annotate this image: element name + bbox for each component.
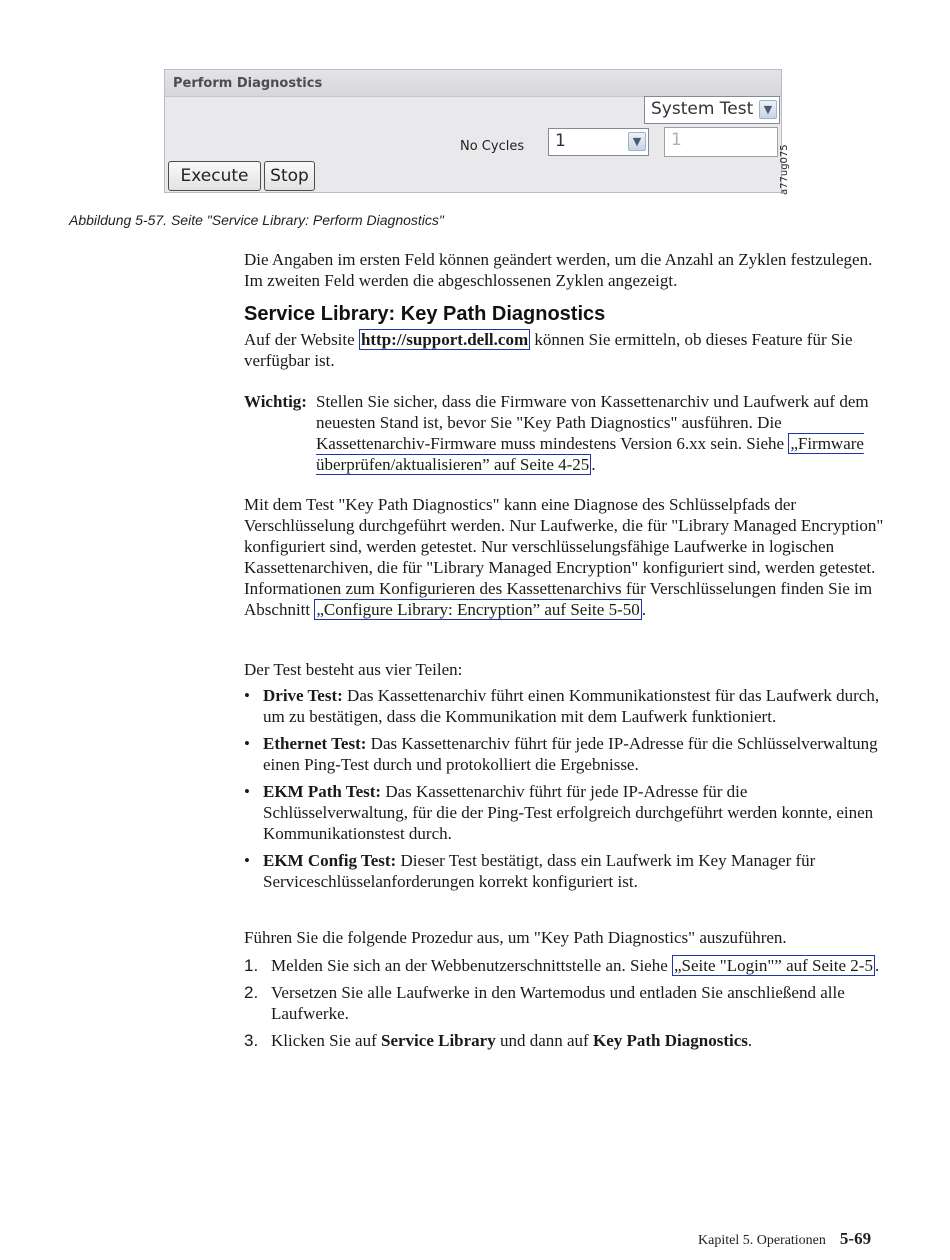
- test-parts-list: [244, 685, 894, 898]
- step-text-mid: und dann auf: [495, 1031, 593, 1050]
- step-2: [244, 982, 894, 1024]
- list-item: [244, 850, 894, 892]
- parts-intro-text: Der Test besteht aus vier Teilen:: [244, 660, 463, 679]
- cycles-select[interactable]: [548, 128, 649, 156]
- figure-caption: Abbildung 5-57. Seite "Service Library: Perform Diagnostics": [69, 212, 444, 228]
- completed-cycles-field: [664, 127, 778, 157]
- encryption-link[interactable]: „Configure Library: Encryption” auf Seite 5-50: [316, 600, 640, 619]
- key-path-diagnostics-term: Key Path Diagnostics: [592, 1031, 748, 1050]
- procedure-intro: [244, 927, 894, 948]
- step-end: .: [874, 956, 880, 975]
- notice-body: Stellen Sie sicher, dass die Firmware von Kassettenarchiv und Laufwerk auf dem neuesten Stand ist, bevor Sie "Key Path Diagnostics" ausführen. Die Kassettenarchiv-Firmware muss mindestens Version 6.xx sein. Siehe: [316, 392, 869, 453]
- list-item: [244, 781, 894, 844]
- step-text: Versetzen Sie alle Laufwerke in den Wartemodus und entladen Sie anschließend alle Laufwerke.: [271, 983, 845, 1023]
- step-number: 1.: [244, 956, 259, 975]
- stop-button[interactable]: Stop: [264, 161, 315, 191]
- service-library-term: Service Library: [381, 1031, 496, 1050]
- test-desc: Das Kassettenarchiv führt einen Kommunikationstest für das Laufwerk durch, um zu bestätigen, dass die Kommunikation mit dem Laufwerk funktioniert.: [263, 686, 880, 726]
- notice-end: .: [591, 455, 596, 474]
- website-text-before: Auf der Website: [244, 330, 359, 349]
- website-text-after: können Sie ermitteln, ob dieses Feature für Sie verfügbar ist.: [244, 330, 853, 370]
- notice-text: [316, 391, 894, 475]
- intro-text: Die Angaben im ersten Feld können geändert werden, um die Anzahl an Zyklen festzulegen. Im zweiten Feld werden die abgeschlossenen Zyklen angezeigt.: [244, 250, 873, 290]
- test-name: EKM Path Test:: [263, 782, 382, 801]
- test-name: EKM Config Test:: [263, 851, 397, 870]
- step-text: Klicken Sie auf: [271, 1031, 381, 1050]
- execute-button[interactable]: Execute: [168, 161, 261, 191]
- step-3: [244, 1030, 894, 1051]
- test-paragraph: [244, 494, 894, 620]
- list-item: [244, 733, 894, 775]
- cycles-label: No Cycles: [460, 139, 525, 154]
- chevron-down-icon[interactable]: ▼: [759, 100, 777, 119]
- parts-intro: [244, 659, 894, 680]
- list-item: [244, 685, 894, 727]
- step-number: 3.: [244, 1031, 259, 1050]
- test-desc: Dieser Test bestätigt, dass ein Laufwerk im Key Manager für Serviceschlüsselanforderungen korrekt konfiguriert ist.: [263, 851, 816, 891]
- completed-cycles-value: 1: [671, 130, 682, 150]
- step-number: 2.: [244, 983, 259, 1002]
- support-link[interactable]: http://support.dell.com: [360, 330, 529, 349]
- perform-diagnostics-screenshot: [164, 69, 782, 193]
- test-type-value: System Test: [651, 99, 754, 119]
- step-1: [244, 955, 894, 976]
- test-name: Drive Test:: [263, 686, 343, 705]
- test-name: Ethernet Test:: [263, 734, 367, 753]
- test-text: Mit dem Test "Key Path Diagnostics" kann eine Diagnose des Schlüsselpfads der Verschlüsselung durchgeführt werden. Nur Laufwerke, die für "Library Managed Encryption" konfiguriert sind, werden getestet. Nur verschlüsselungsfähige Laufwerke in logischen Kassettenarchiven, die für "Library Managed Encryption" konfiguriert sind, werden getestet. Informationen zum Konfigurieren des Kassettenarchivs für Verschlüsselungen finden Sie im Abschnitt: [244, 495, 884, 619]
- panel-header: [165, 70, 781, 97]
- procedure-steps: [244, 955, 894, 1057]
- step-text: Melden Sie sich an der Webbenutzerschnittstelle an. Siehe: [271, 956, 673, 975]
- website-paragraph: [244, 329, 894, 371]
- panel-title: Perform Diagnostics: [173, 76, 323, 91]
- step-end: .: [747, 1031, 753, 1050]
- image-code: a77ug075: [779, 144, 790, 195]
- test-desc: Das Kassettenarchiv führt für jede IP-Adresse für die Schlüsselverwaltung, für die der Ping-Test erfolgreich durchgeführt werden konnte, einen Kommunikationstest durch.: [263, 782, 874, 843]
- section-heading: Service Library: Key Path Diagnostics: [244, 303, 606, 325]
- test-type-select[interactable]: [644, 96, 780, 124]
- chevron-down-icon[interactable]: ▼: [628, 132, 646, 151]
- firmware-link[interactable]: „Firmware überprüfen/aktualisieren” auf Seite 4-25: [316, 434, 864, 474]
- chapter-title: Kapitel 5. Operationen: [698, 1233, 826, 1248]
- procedure-intro-text: Führen Sie die folgende Prozedur aus, um "Key Path Diagnostics" auszuführen.: [244, 928, 787, 947]
- notice-label: Wichtig:: [244, 392, 307, 411]
- login-link[interactable]: „Seite "Login"” auf Seite 2-5: [674, 956, 873, 975]
- page-number: 5-69: [839, 1229, 872, 1248]
- test-desc: Das Kassettenarchiv führt für jede IP-Adresse für die Schlüsselverwaltung einen Ping-Test durch und protokolliert die Ergebnisse.: [263, 734, 878, 774]
- page-footer: [698, 1229, 871, 1249]
- intro-paragraph: [244, 249, 894, 291]
- cycles-value: 1: [555, 131, 566, 151]
- test-end: .: [641, 600, 646, 619]
